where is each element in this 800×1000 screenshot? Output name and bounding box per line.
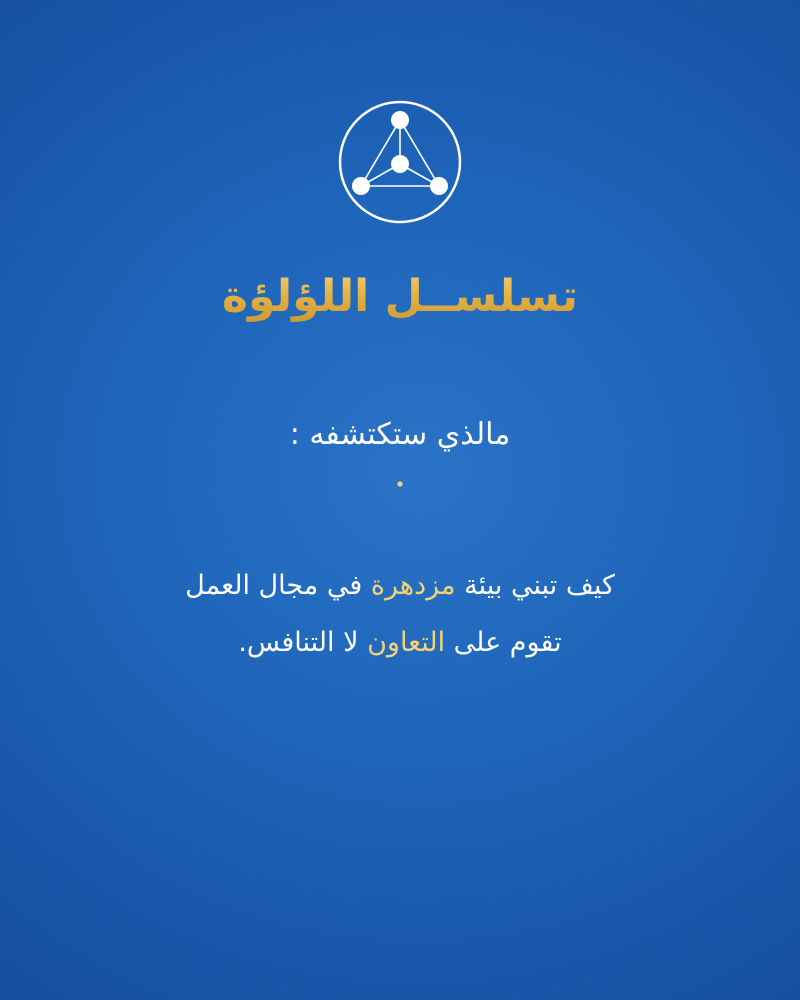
description-line-2-end: لا التنافس. [238,627,368,658]
description-line-2 [100,614,700,671]
highlight-word-cooperation: التعاون [367,627,446,658]
section-heading: مالذي ستكتشفه : [289,417,511,452]
description-text [100,557,700,671]
series-title: تسلســل اللؤلؤة [0,262,800,332]
description-line-1-start: كيف تبني بيئة [455,570,615,601]
description-line-1-end: في مجال العمل [185,570,371,601]
pearl-network-icon [338,100,462,224]
ornament-divider [278,476,522,492]
highlight-word-thriving: مزدهرة [370,570,456,601]
description-line-2-start: تقوم على [445,627,562,658]
description-line-1 [100,557,700,614]
